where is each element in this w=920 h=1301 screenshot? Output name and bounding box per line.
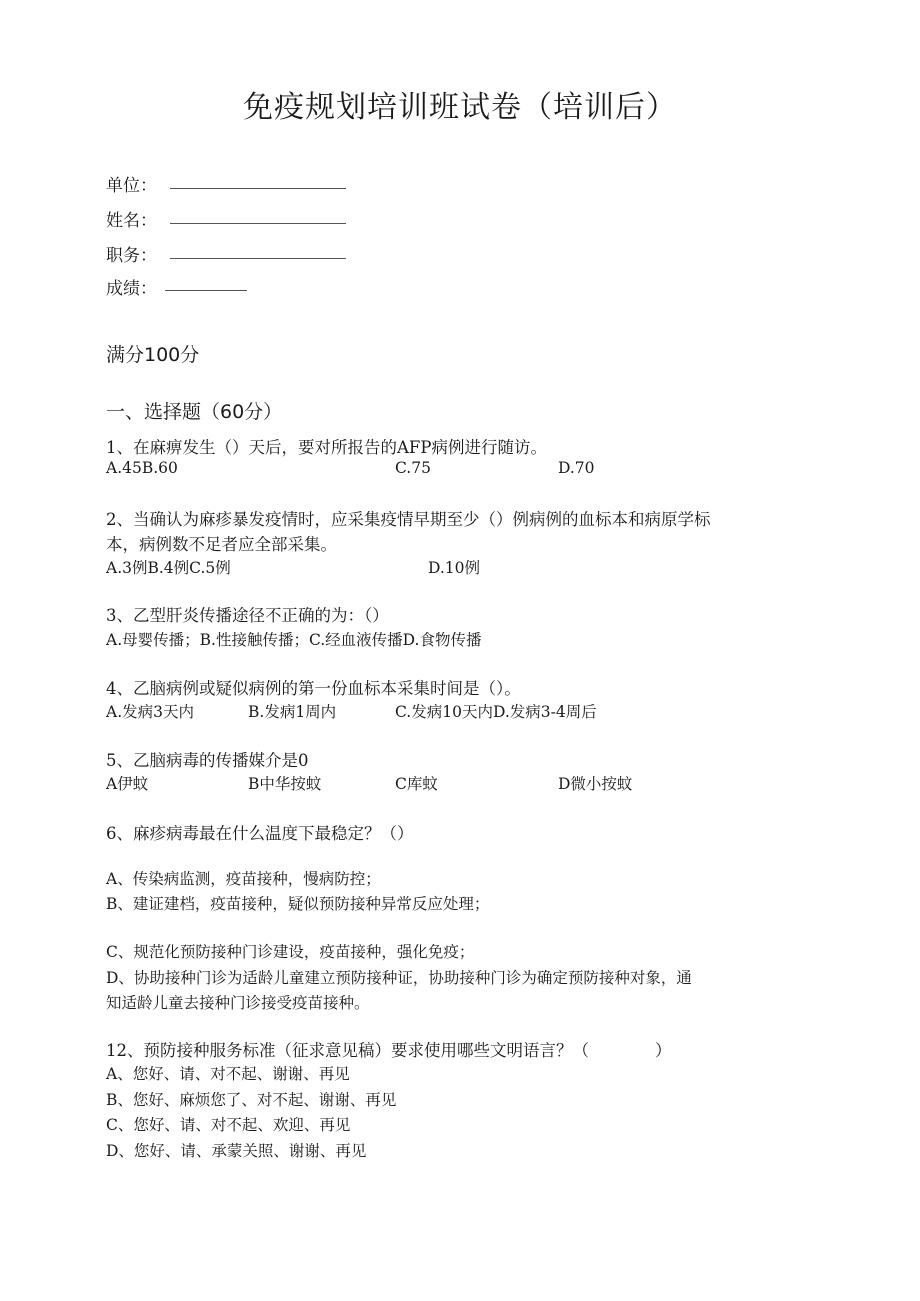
field-unit-label: 单位：	[106, 176, 157, 196]
field-position-blank[interactable]	[170, 258, 346, 259]
question-5-option[interactable]: B中华按蚊	[248, 775, 322, 793]
question-4-option[interactable]: C.发病10天内D.发病3-4周后	[395, 703, 597, 721]
total-score-note: 满分100分	[106, 344, 200, 366]
question-5-option[interactable]: D微小按蚊	[558, 775, 633, 793]
question-6-stem: 6、麻疹病毒最在什么温度下最稳定？（）	[106, 824, 414, 843]
question-12-option[interactable]: B、您好、麻烦您了、对不起、谢谢、再见	[106, 1091, 397, 1109]
question-6-option[interactable]: A、传染病监测，疫苗接种，慢病防控；	[106, 870, 381, 888]
section-title: 一、选择题（60分）	[106, 401, 283, 423]
question-4-option[interactable]: A.发病3天内	[106, 703, 194, 721]
question-1-stem: 1、在麻痹发生（）天后，要对所报告的AFP病例进行随访。	[106, 438, 547, 457]
question-6-option-continued: 知适龄儿童去接种门诊接受疫苗接种。	[106, 994, 370, 1012]
question-12-option[interactable]: D、您好、请、承蒙关照、谢谢、再见	[106, 1142, 367, 1160]
question-6-option[interactable]: C、规范化预防接种门诊建设，疫苗接种，强化免疫；	[106, 943, 475, 961]
field-position-label: 职务：	[106, 246, 157, 266]
question-12-option[interactable]: C、您好、请、对不起、欢迎、再见	[106, 1116, 351, 1134]
question-12-option[interactable]: A、您好、请、对不起、谢谢、再见	[106, 1065, 350, 1083]
question-1-option[interactable]: D.70	[558, 459, 595, 477]
question-12-stem: 12、预防接种服务标准（征求意见稿）要求使用哪些文明语言？（ ）	[106, 1041, 672, 1060]
field-name-label: 姓名：	[106, 211, 157, 231]
question-2-option[interactable]: D.10例	[428, 559, 481, 577]
question-6-option[interactable]: B、建证建档，疫苗接种，疑似预防接种异常反应处理；	[106, 895, 490, 913]
question-6-option[interactable]: D、协助接种门诊为适龄儿童建立预防接种证，协助接种门诊为确定预防接种对象，通	[106, 969, 692, 987]
question-5-stem: 5、乙脑病毒的传播媒介是0	[106, 751, 309, 770]
question-2-stem: 2、当确认为麻疹暴发疫情时，应采集疫情早期至少（）例病例的血标本和病原学标	[106, 510, 711, 529]
question-2-stem: 本，病例数不足者应全部采集。	[106, 535, 337, 554]
question-3-stem: 3、乙型肝炎传播途径不正确的为：（）	[106, 606, 389, 625]
question-4-stem: 4、乙脑病例或疑似病例的第一份血标本采集时间是（）。	[106, 679, 521, 698]
question-1-option[interactable]: A.45B.60	[106, 459, 178, 477]
page-title: 免疫规划培训班试卷（培训后）	[243, 90, 677, 125]
question-5-option[interactable]: C库蚊	[395, 775, 438, 793]
field-score-label: 成绩：	[106, 279, 157, 299]
field-name-blank[interactable]	[170, 223, 346, 224]
field-score-blank[interactable]	[165, 290, 247, 291]
field-unit-blank[interactable]	[170, 188, 346, 189]
question-3-option[interactable]: A.母婴传播；B.性接触传播；C.经血液传播D.食物传播	[106, 631, 482, 649]
question-1-option[interactable]: C.75	[395, 459, 431, 477]
question-4-option[interactable]: B.发病1周内	[248, 703, 337, 721]
question-2-option[interactable]: A.3例B.4例C.5例	[106, 559, 231, 577]
question-5-option[interactable]: A伊蚊	[106, 775, 149, 793]
